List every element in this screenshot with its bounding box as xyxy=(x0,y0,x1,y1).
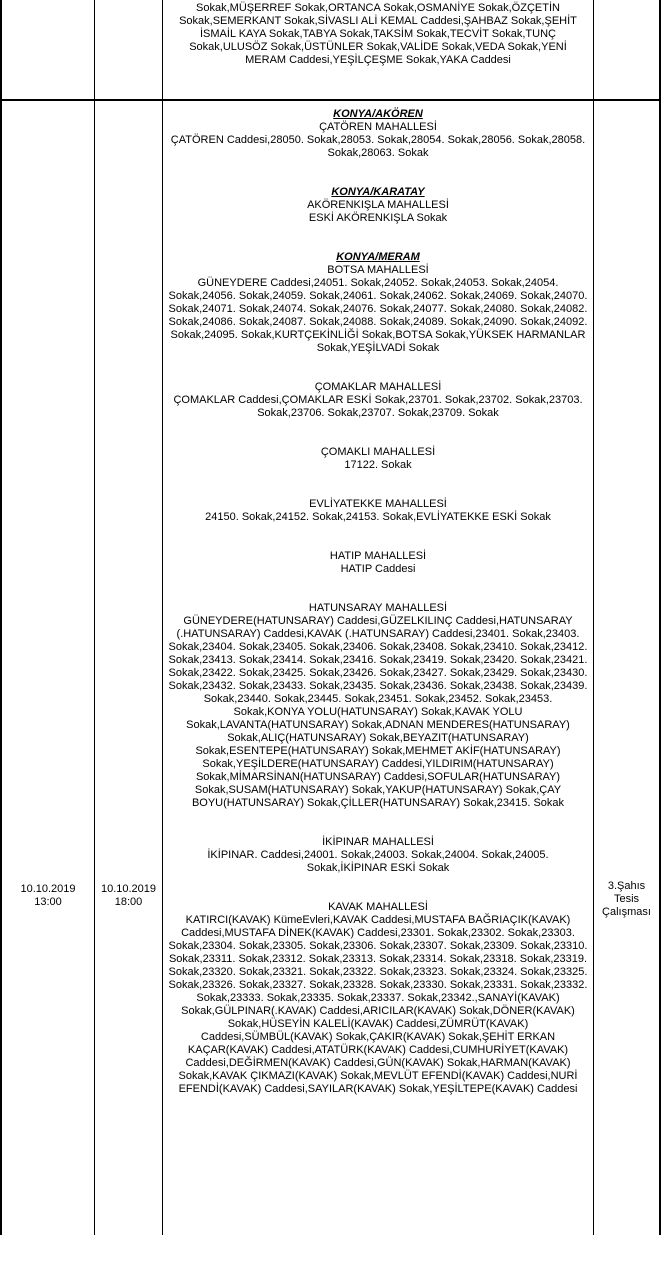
end-datetime-cell-empty xyxy=(95,0,163,99)
end-datetime-cell xyxy=(95,101,163,1235)
reason-cell-empty xyxy=(594,0,659,99)
affected-areas-cell-continuation xyxy=(163,0,594,99)
district-heading: KONYA/AKÖREN xyxy=(333,108,423,120)
street-list: HATIP Caddesi xyxy=(340,563,416,575)
area-section xyxy=(168,901,588,1096)
neighborhood-heading: HATUNSARAY MAHALLESİ xyxy=(308,602,448,614)
area-section xyxy=(168,602,588,810)
area-section xyxy=(168,498,588,524)
street-list: 24150. Sokak,24152. Sokak,24153. Sokak,EVLİYATEKKE ESKİ Sokak xyxy=(205,511,551,523)
table-row-continuation xyxy=(0,0,661,101)
table-row-outage xyxy=(0,101,661,1235)
street-list: GÜNEYDERE Caddesi,24051. Sokak,24052. Sokak,24053. Sokak,24054. Sokak,24056. Sokak,24059. Sokak,24061. Sokak,24062. Sokak,24069. Sokak,24070. Sokak,24071. Sokak,24074. Sokak,24076. Sokak,24077. Sokak,24080. Sokak,24082. Sokak,24086. Sokak,24087. Sokak,24088. Sokak,24089. Sokak,24090. Sokak,24092. Sokak,24095. Sokak,KURTÇEKİNLİĞİ Sokak,BOTSA Sokak,YÜKSEK HARMANLAR Sokak,YEŞİLVADİ Sokak xyxy=(168,277,588,354)
neighborhood-heading: EVLİYATEKKE MAHALLESİ xyxy=(309,498,447,510)
street-list: ÇOMAKLAR Caddesi,ÇOMAKLAR ESKİ Sokak,23701. Sokak,23702. Sokak,23703. Sokak,23706. Sokak,23707. Sokak,23709. Sokak xyxy=(173,394,583,419)
neighborhood-heading: İKİPINAR MAHALLESİ xyxy=(322,836,434,848)
start-time: 13:00 xyxy=(34,896,62,908)
area-section xyxy=(168,381,588,420)
street-list: KATIRCI(KAVAK) KümeEvleri,KAVAK Caddesi,MUSTAFA BAĞRIAÇIK(KAVAK) Caddesi,MUSTAFA DİNEK(KAVAK) Caddesi,23301. Sokak,23302. Sokak,23303. Sokak,23304. Sokak,23305. Sokak,23306. Sokak,23307. Sokak,23309. Sokak,23310. Sokak,23311. Sokak,23312. Sokak,23313. Sokak,23314. Sokak,23318. Sokak,23319. Sokak,23320. Sokak,23321. Sokak,23322. Sokak,23323. Sokak,23324. Sokak,23325. Sokak,23326. Sokak,23327. Sokak,23328. Sokak,23330. Sokak,23331. Sokak,23332. Sokak,23333. Sokak,23335. Sokak,23337. Sokak,23342.,SANAYİ(KAVAK) Sokak,GÜLPINAR(.KAVAK) Caddesi,ARICILAR(KAVAK) Sokak,DÖNER(KAVAK) Sokak,HÜSEYİN KALELİ(KAVAK) Caddesi,ZÜMRÜT(KAVAK) Caddesi,SÜMBÜL(KAVAK) Sokak,ÇAKIR(KAVAK) Sokak,ŞEHİT ERKAN KAÇAR(KAVAK) Caddesi,ATATÜRK(KAVAK) Caddesi,CUMHURİYET(KAVAK) Caddesi,DEĞİRMEN(KAVAK) Caddesi,GÜN(KAVAK) Sokak,HARMAN(KAVAK) Sokak,KAVAK ÇIKMAZI(KAVAK) Sokak,MEVLÜT EFENDİ(KAVAK) Caddesi,NURİ EFENDİ(KAVAK) Caddesi,SAYILAR(KAVAK) Sokak,YEŞİLTEPE(KAVAK) Caddesi xyxy=(168,914,588,1095)
neighborhood-heading: AKÖRENKIŞLA MAHALLESİ xyxy=(307,199,449,211)
affected-areas-sections xyxy=(168,108,588,1096)
neighborhood-heading: KAVAK MAHALLESİ xyxy=(328,901,428,913)
affected-areas-cell xyxy=(163,101,594,1235)
reason-text: 3.Şahıs Tesis Çalışması xyxy=(602,880,651,918)
neighborhood-heading: HATIP MAHALLESİ xyxy=(329,550,427,562)
street-list: ESKİ AKÖRENKIŞLA Sokak xyxy=(308,212,448,224)
district-heading: KONYA/KARATAY xyxy=(331,186,425,198)
neighborhood-heading: ÇOMAKLAR MAHALLESİ xyxy=(314,381,442,393)
neighborhood-heading: ÇATÖREN MAHALLESİ xyxy=(319,121,437,133)
area-section xyxy=(168,251,588,355)
area-section xyxy=(168,108,588,160)
street-list: İKİPINAR. Caddesi,24001. Sokak,24003. Sokak,24004. Sokak,24005. Sokak,İKİPINAR ESKİ Sokak xyxy=(207,849,549,874)
street-list: 17122. Sokak xyxy=(344,459,412,471)
area-section xyxy=(168,186,588,225)
start-date: 10.10.2019 xyxy=(20,883,76,895)
area-section xyxy=(168,446,588,472)
start-datetime-cell xyxy=(2,101,95,1235)
area-section xyxy=(168,836,588,875)
street-list-continuation: Sokak,MÜŞERREF Sokak,ORTANCA Sokak,OSMANİYE Sokak,ÖZÇETİN Sokak,SEMERKANT Sokak,SİVASLI ALİ KEMAL Caddesi,ŞAHBAZ Sokak,ŞEHİT İSMAİL KAYA Sokak,TABYA Sokak,TAKSİM Sokak,TECVİT Sokak,TUNÇ Sokak,ULUSÖZ Sokak,ÜSTÜNLER Sokak,VALİDE Sokak,VEDA Sokak,YENİ MERAM Caddesi,YEŞİLÇEŞME Sokak,YAKA Caddesi xyxy=(179,2,577,66)
neighborhood-heading: ÇOMAKLI MAHALLESİ xyxy=(320,446,436,458)
district-heading: KONYA/MERAM xyxy=(336,251,420,263)
end-time: 18:00 xyxy=(114,896,143,908)
reason-cell xyxy=(594,101,659,1235)
street-list: GÜNEYDERE(HATUNSARAY) Caddesi,GÜZELKILINÇ Caddesi,HATUNSARAY (.HATUNSARAY) Caddesi,KAVAK (.HATUNSARAY) Caddesi,23401. Sokak,23403. Sokak,23404. Sokak,23405. Sokak,23406. Sokak,23408. Sokak,23410. Sokak,23412. Sokak,23413. Sokak,23414. Sokak,23416. Sokak,23419. Sokak,23420. Sokak,23421. Sokak,23422. Sokak,23425. Sokak,23426. Sokak,23427. Sokak,23429. Sokak,23430. Sokak,23432. Sokak,23433. Sokak,23435. Sokak,23436. Sokak,23438. Sokak,23439. Sokak,23440. Sokak,23445. Sokak,23451. Sokak,23452. Sokak,23453. Sokak,KONYA YOLU(HATUNSARAY) Sokak,KAVAK YOLU Sokak,LAVANTA(HATUNSARAY) Sokak,ADNAN MENDERES(HATUNSARAY) Sokak,ALIÇ(HATUNSARAY) Sokak,BEYAZIT(HATUNSARAY) Sokak,ESENTEPE(HATUNSARAY) Sokak,MEHMET AKİF(HATUNSARAY) Sokak,YEŞİLDERE(HATUNSARAY) Caddesi,YILDIRIM(HATUNSARAY) Sokak,MİMARSİNAN(HATUNSARAY) Caddesi,SOFULAR(HATUNSARAY) Sokak,SUSAM(HATUNSARAY) Sokak,YAKUP(HATUNSARAY) Sokak,ÇAY BOYU(HATUNSARAY) Sokak,ÇİLLER(HATUNSARAY) Sokak,23415. Sokak xyxy=(168,615,588,809)
neighborhood-heading: BOTSA MAHALLESİ xyxy=(327,264,429,276)
street-list: ÇATÖREN Caddesi,28050. Sokak,28053. Sokak,28054. Sokak,28056. Sokak,28058. Sokak,28063. Sokak xyxy=(170,134,586,159)
start-datetime-cell-empty xyxy=(2,0,95,99)
end-date: 10.10.2019 xyxy=(100,883,157,895)
area-section xyxy=(168,550,588,576)
